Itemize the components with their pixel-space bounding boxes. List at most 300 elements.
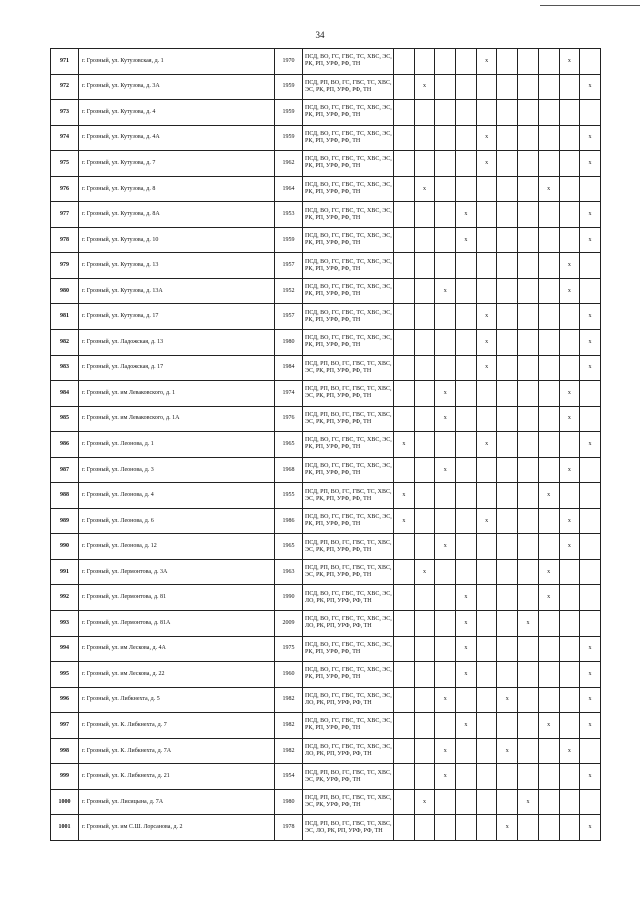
mark-cell: [476, 381, 497, 407]
mark-cell: [518, 713, 539, 739]
table-row: [51, 125, 601, 151]
mark-cell: [435, 508, 456, 534]
mark-cell: x: [580, 636, 601, 662]
mark-cell: x: [456, 713, 477, 739]
mark-cell: x: [559, 253, 580, 279]
mark-cell: x: [559, 457, 580, 483]
mark-cell: [456, 815, 477, 841]
mark-cell: [559, 304, 580, 330]
year-cell: 1959: [275, 125, 303, 151]
year-cell: 1968: [275, 457, 303, 483]
table-row: [51, 278, 601, 304]
mark-cell: x: [580, 125, 601, 151]
row-number-cell: 986: [51, 432, 79, 458]
mark-cell: [476, 789, 497, 815]
mark-cell: [394, 687, 415, 713]
mark-cell: [476, 534, 497, 560]
mark-cell: [456, 406, 477, 432]
mark-cell: x: [456, 202, 477, 228]
mark-cell: [394, 381, 415, 407]
services-cell: ПСД, ВО, ГС, ГВС, ТС, ХВС, ЭС, РК, РП, УРФ, РФ, ТН: [303, 100, 394, 126]
mark-cell: x: [476, 432, 497, 458]
mark-cell: [580, 611, 601, 637]
mark-cell: x: [394, 483, 415, 509]
row-number-cell: 985: [51, 406, 79, 432]
mark-cell: [394, 559, 415, 585]
mark-cell: [497, 125, 518, 151]
services-cell: ПСД, ВО, ГС, ГВС, ТС, ХВС, ЭС, РК, РП, УРФ, РФ, ТН: [303, 49, 394, 75]
row-number-cell: 992: [51, 585, 79, 611]
row-number-cell: 998: [51, 738, 79, 764]
mark-cell: [580, 253, 601, 279]
mark-cell: x: [559, 381, 580, 407]
mark-cell: [497, 457, 518, 483]
address-cell: г. Грозный, ул. Лермонтова, д. 3А: [79, 559, 275, 585]
mark-cell: [497, 304, 518, 330]
mark-cell: x: [518, 611, 539, 637]
mark-cell: [414, 534, 435, 560]
mark-cell: [538, 355, 559, 381]
year-cell: 1978: [275, 815, 303, 841]
mark-cell: x: [435, 738, 456, 764]
row-number-cell: 975: [51, 151, 79, 177]
mark-cell: [394, 227, 415, 253]
address-cell: г. Грозный, ул. Леонова, д. 4: [79, 483, 275, 509]
services-cell: ПСД, РП, ВО, ГС, ГВС, ТС, ХВС, ЭС, РК, РП, УРФ, РФ, ТН: [303, 534, 394, 560]
mark-cell: [580, 381, 601, 407]
mark-cell: [559, 764, 580, 790]
services-cell: ПСД, ВО, ГС, ГВС, ТС, ХВС, ЭС, РК, РП, УРФ, РФ, ТН: [303, 125, 394, 151]
mark-cell: [518, 74, 539, 100]
mark-cell: [435, 662, 456, 688]
mark-cell: [518, 508, 539, 534]
mark-cell: [414, 278, 435, 304]
mark-cell: [414, 355, 435, 381]
mark-cell: [414, 585, 435, 611]
mark-cell: x: [414, 74, 435, 100]
mark-cell: x: [476, 125, 497, 151]
top-rule: [540, 5, 640, 6]
mark-cell: [518, 304, 539, 330]
table-row: [51, 227, 601, 253]
year-cell: 1965: [275, 534, 303, 560]
mark-cell: [394, 406, 415, 432]
mark-cell: [538, 74, 559, 100]
mark-cell: [456, 559, 477, 585]
mark-cell: x: [435, 764, 456, 790]
mark-cell: [414, 687, 435, 713]
mark-cell: [518, 278, 539, 304]
mark-cell: [414, 100, 435, 126]
mark-cell: [559, 355, 580, 381]
mark-cell: x: [538, 176, 559, 202]
mark-cell: [497, 764, 518, 790]
mark-cell: [518, 176, 539, 202]
year-cell: 1957: [275, 253, 303, 279]
address-cell: г. Грозный, ул. Лермонтова, д. 81: [79, 585, 275, 611]
mark-cell: [476, 662, 497, 688]
row-number-cell: 981: [51, 304, 79, 330]
mark-cell: x: [559, 738, 580, 764]
mark-cell: [538, 789, 559, 815]
year-cell: 1980: [275, 789, 303, 815]
mark-cell: [497, 227, 518, 253]
mark-cell: [538, 278, 559, 304]
mark-cell: [518, 381, 539, 407]
mark-cell: [518, 585, 539, 611]
address-cell: г. Грозный, ул. Ладожская, д. 13: [79, 330, 275, 356]
mark-cell: [476, 278, 497, 304]
mark-cell: [559, 330, 580, 356]
mark-cell: [476, 176, 497, 202]
mark-cell: [414, 381, 435, 407]
mark-cell: [394, 738, 415, 764]
mark-cell: [538, 687, 559, 713]
mark-cell: [580, 534, 601, 560]
row-number-cell: 979: [51, 253, 79, 279]
mark-cell: [476, 764, 497, 790]
mark-cell: [435, 559, 456, 585]
table-row: [51, 789, 601, 815]
mark-cell: x: [538, 585, 559, 611]
mark-cell: [518, 330, 539, 356]
address-cell: г. Грозный, ул. К. Либкнехта, д. 7: [79, 713, 275, 739]
services-cell: ПСД, РП, ВО, ГС, ГВС, ТС, ХВС, ЭС, РК, РП, УРФ, РФ, ТН: [303, 381, 394, 407]
year-cell: 1982: [275, 687, 303, 713]
mark-cell: [580, 789, 601, 815]
mark-cell: [580, 176, 601, 202]
services-cell: ПСД, ВО, ГС, ГВС, ТС, ХВС, ЭС, РК, РП, УРФ, РФ, ТН: [303, 508, 394, 534]
mark-cell: [394, 49, 415, 75]
table-body: [51, 49, 601, 841]
mark-cell: x: [559, 406, 580, 432]
table-row: [51, 559, 601, 585]
row-number-cell: 996: [51, 687, 79, 713]
mark-cell: [456, 278, 477, 304]
mark-cell: x: [394, 432, 415, 458]
mark-cell: x: [538, 483, 559, 509]
mark-cell: [559, 74, 580, 100]
mark-cell: [456, 738, 477, 764]
mark-cell: [518, 227, 539, 253]
mark-cell: [414, 49, 435, 75]
mark-cell: [394, 662, 415, 688]
mark-cell: [394, 534, 415, 560]
mark-cell: x: [497, 687, 518, 713]
mark-cell: [497, 278, 518, 304]
table-row: [51, 355, 601, 381]
mark-cell: [414, 662, 435, 688]
mark-cell: x: [497, 815, 518, 841]
table-row: [51, 253, 601, 279]
row-number-cell: 1001: [51, 815, 79, 841]
mark-cell: x: [580, 330, 601, 356]
mark-cell: [476, 483, 497, 509]
row-number-cell: 973: [51, 100, 79, 126]
table-row: [51, 381, 601, 407]
address-cell: г. Грозный, ул. Кутузова, д. 4А: [79, 125, 275, 151]
mark-cell: x: [580, 713, 601, 739]
mark-cell: [414, 330, 435, 356]
mark-cell: [476, 406, 497, 432]
year-cell: 1980: [275, 330, 303, 356]
mark-cell: [518, 125, 539, 151]
year-cell: 1990: [275, 585, 303, 611]
mark-cell: [435, 176, 456, 202]
mark-cell: [414, 457, 435, 483]
mark-cell: [476, 687, 497, 713]
mark-cell: [538, 662, 559, 688]
mark-cell: [435, 585, 456, 611]
mark-cell: [394, 636, 415, 662]
mark-cell: [414, 406, 435, 432]
mark-cell: x: [538, 559, 559, 585]
mark-cell: x: [435, 457, 456, 483]
mark-cell: [394, 789, 415, 815]
mark-cell: x: [414, 559, 435, 585]
services-cell: ПСД, ВО, ГС, ГВС, ТС, ХВС, ЭС, РК, РП, УРФ, РФ, ТН: [303, 253, 394, 279]
table-row: [51, 176, 601, 202]
mark-cell: [497, 483, 518, 509]
services-cell: ПСД, ВО, ГС, ГВС, ТС, ХВС, ЭС, РК, РП, УРФ, РФ, ТН: [303, 227, 394, 253]
mark-cell: [394, 74, 415, 100]
mark-cell: [456, 381, 477, 407]
mark-cell: [497, 202, 518, 228]
mark-cell: [538, 815, 559, 841]
address-cell: г. Грозный, ул. Кутузова, д. 4: [79, 100, 275, 126]
mark-cell: [559, 100, 580, 126]
mark-cell: [497, 611, 518, 637]
mark-cell: x: [456, 611, 477, 637]
address-cell: г. Грозный, ул. Либкнехта, д. 5: [79, 687, 275, 713]
services-cell: ПСД, РП, ВО, ГС, ГВС, ТС, ХВС, ЭС, РК, РП, УРФ, РФ, ТН: [303, 406, 394, 432]
mark-cell: [476, 457, 497, 483]
mark-cell: [414, 483, 435, 509]
table-row: [51, 687, 601, 713]
mark-cell: [497, 49, 518, 75]
mark-cell: [559, 789, 580, 815]
mark-cell: [518, 100, 539, 126]
mark-cell: [538, 253, 559, 279]
mark-cell: x: [435, 687, 456, 713]
year-cell: 1960: [275, 662, 303, 688]
mark-cell: [414, 227, 435, 253]
mark-cell: [394, 611, 415, 637]
mark-cell: x: [476, 355, 497, 381]
mark-cell: [518, 636, 539, 662]
mark-cell: [456, 49, 477, 75]
mark-cell: x: [476, 49, 497, 75]
services-cell: ПСД, ВО, ГС, ГВС, ТС, ХВС, ЭС, РК, РП, УРФ, РФ, ТН: [303, 176, 394, 202]
services-cell: ПСД, РП, ВО, ГС, ГВС, ТС, ХВС, ЭС, РК, РП, УРФ, РФ, ТН: [303, 483, 394, 509]
mark-cell: [559, 713, 580, 739]
mark-cell: x: [559, 49, 580, 75]
year-cell: 1982: [275, 713, 303, 739]
mark-cell: [538, 125, 559, 151]
mark-cell: [580, 49, 601, 75]
mark-cell: [456, 457, 477, 483]
mark-cell: [435, 202, 456, 228]
address-cell: г. Грозный, ул. Леонова, д. 12: [79, 534, 275, 560]
mark-cell: [580, 457, 601, 483]
mark-cell: [559, 559, 580, 585]
year-cell: 1975: [275, 636, 303, 662]
year-cell: 1982: [275, 738, 303, 764]
mark-cell: x: [580, 432, 601, 458]
mark-cell: [518, 253, 539, 279]
mark-cell: [559, 227, 580, 253]
mark-cell: [538, 381, 559, 407]
address-cell: г. Грозный, ул. Кутузова, д. 7: [79, 151, 275, 177]
row-number-cell: 982: [51, 330, 79, 356]
mark-cell: [456, 100, 477, 126]
mark-cell: [580, 559, 601, 585]
mark-cell: x: [435, 534, 456, 560]
mark-cell: x: [456, 585, 477, 611]
table-row: [51, 74, 601, 100]
mark-cell: [580, 278, 601, 304]
mark-cell: [497, 432, 518, 458]
row-number-cell: 987: [51, 457, 79, 483]
mark-cell: [497, 534, 518, 560]
mark-cell: [476, 559, 497, 585]
mark-cell: [497, 636, 518, 662]
mark-cell: [456, 253, 477, 279]
mark-cell: [559, 151, 580, 177]
mark-cell: [456, 151, 477, 177]
services-cell: ПСД, ВО, ГС, ГВС, ТС, ХВС, ЭС, РК, РП, УРФ, РФ, ТН: [303, 662, 394, 688]
table-row: [51, 406, 601, 432]
year-cell: 1965: [275, 432, 303, 458]
mark-cell: [518, 483, 539, 509]
housing-registry-table: [50, 48, 601, 841]
row-number-cell: 984: [51, 381, 79, 407]
row-number-cell: 974: [51, 125, 79, 151]
mark-cell: [518, 432, 539, 458]
address-cell: г. Грозный, ул. Лермонтова, д. 81А: [79, 611, 275, 637]
table-row: [51, 202, 601, 228]
mark-cell: x: [580, 815, 601, 841]
mark-cell: [394, 253, 415, 279]
row-number-cell: 997: [51, 713, 79, 739]
mark-cell: [497, 151, 518, 177]
services-cell: ПСД, ВО, ГС, ГВС, ТС, ХВС, ЭС, РК, РП, УРФ, РФ, ТН: [303, 330, 394, 356]
mark-cell: [435, 253, 456, 279]
table-row: [51, 738, 601, 764]
year-cell: 1955: [275, 483, 303, 509]
mark-cell: x: [476, 330, 497, 356]
mark-cell: x: [580, 151, 601, 177]
mark-cell: x: [559, 278, 580, 304]
address-cell: г. Грозный, ул. Ладожская, д. 17: [79, 355, 275, 381]
mark-cell: [518, 406, 539, 432]
mark-cell: [538, 636, 559, 662]
mark-cell: [435, 74, 456, 100]
mark-cell: [414, 253, 435, 279]
address-cell: г. Грозный, ул. Леонова, д. 3: [79, 457, 275, 483]
mark-cell: [518, 202, 539, 228]
mark-cell: [394, 125, 415, 151]
mark-cell: [497, 559, 518, 585]
mark-cell: [456, 176, 477, 202]
mark-cell: [580, 100, 601, 126]
mark-cell: [435, 713, 456, 739]
mark-cell: x: [394, 508, 415, 534]
mark-cell: [414, 151, 435, 177]
mark-cell: [476, 74, 497, 100]
mark-cell: [497, 713, 518, 739]
mark-cell: x: [414, 789, 435, 815]
mark-cell: [476, 713, 497, 739]
year-cell: 1954: [275, 764, 303, 790]
row-number-cell: 978: [51, 227, 79, 253]
mark-cell: [394, 202, 415, 228]
mark-cell: [414, 738, 435, 764]
mark-cell: x: [580, 764, 601, 790]
table-row: [51, 432, 601, 458]
table-row: [51, 457, 601, 483]
row-number-cell: 989: [51, 508, 79, 534]
mark-cell: x: [414, 176, 435, 202]
address-cell: г. Грозный, ул. Леонова, д. 1: [79, 432, 275, 458]
mark-cell: [435, 432, 456, 458]
mark-cell: [414, 764, 435, 790]
mark-cell: [394, 100, 415, 126]
mark-cell: [580, 406, 601, 432]
mark-cell: [435, 636, 456, 662]
address-cell: г. Грозный, ул. Кутузова, д. 3А: [79, 74, 275, 100]
mark-cell: x: [559, 508, 580, 534]
year-cell: 1959: [275, 100, 303, 126]
mark-cell: [559, 636, 580, 662]
year-cell: 1959: [275, 227, 303, 253]
mark-cell: [497, 585, 518, 611]
row-number-cell: 977: [51, 202, 79, 228]
mark-cell: [559, 815, 580, 841]
year-cell: 1957: [275, 304, 303, 330]
mark-cell: [476, 253, 497, 279]
mark-cell: [435, 611, 456, 637]
mark-cell: x: [456, 662, 477, 688]
address-cell: г. Грозный, ул. К. Либкнехта, д. 21: [79, 764, 275, 790]
mark-cell: x: [580, 74, 601, 100]
address-cell: г. Грозный, ул. Кутузова, д. 8А: [79, 202, 275, 228]
table-row: [51, 151, 601, 177]
mark-cell: [394, 355, 415, 381]
address-cell: г. Грозный, ул. К. Либкнехта, д. 7А: [79, 738, 275, 764]
mark-cell: [497, 381, 518, 407]
mark-cell: x: [476, 304, 497, 330]
table-row: [51, 815, 601, 841]
mark-cell: x: [435, 278, 456, 304]
mark-cell: [476, 227, 497, 253]
mark-cell: [518, 815, 539, 841]
services-cell: ПСД, ВО, ГС, ГВС, ТС, ХВС, ЭС, РК, РП, УРФ, РФ, ТН: [303, 457, 394, 483]
mark-cell: x: [580, 304, 601, 330]
row-number-cell: 971: [51, 49, 79, 75]
mark-cell: [559, 611, 580, 637]
services-cell: ПСД, РП, ВО, ГС, ГВС, ТС, ХВС, ЭС, РК, УРФ, РФ, ТН: [303, 789, 394, 815]
services-cell: ПСД, РП, ВО, ГС, ГВС, ТС, ХВС, ЭС, РК, РП, УРФ, РФ, ТН: [303, 355, 394, 381]
mark-cell: [414, 125, 435, 151]
mark-cell: [414, 611, 435, 637]
mark-cell: x: [538, 713, 559, 739]
mark-cell: [559, 432, 580, 458]
mark-cell: [518, 559, 539, 585]
mark-cell: [435, 151, 456, 177]
mark-cell: [414, 202, 435, 228]
mark-cell: [394, 330, 415, 356]
